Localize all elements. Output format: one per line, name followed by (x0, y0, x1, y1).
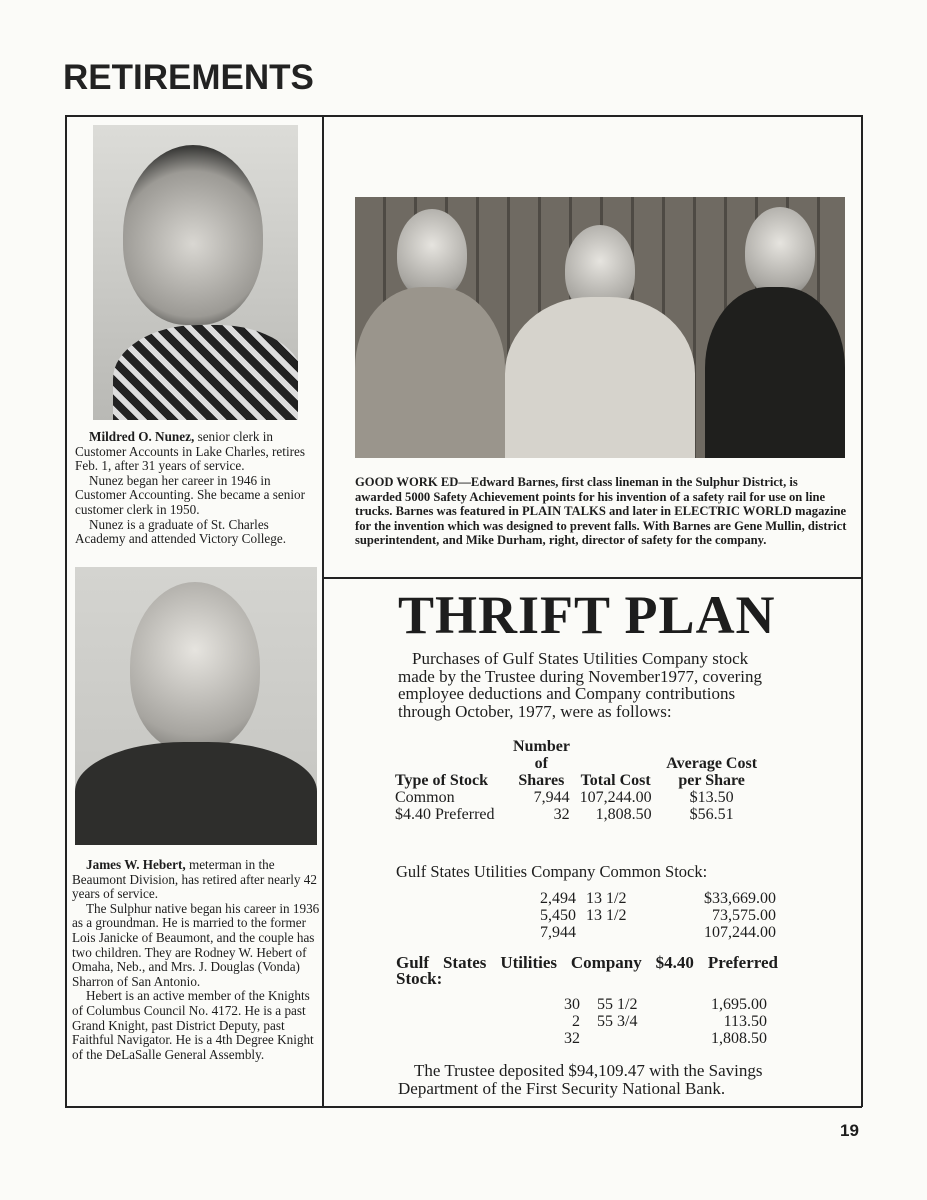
portrait-hebert (75, 567, 317, 845)
table-row (390, 806, 767, 823)
table-row (535, 924, 781, 941)
table-row (535, 1013, 772, 1030)
table-row (535, 996, 772, 1013)
common-heading: Gulf States Utilities Company Common Stock: (396, 862, 708, 881)
frame-right (861, 115, 863, 1107)
header-shares: Number of Shares (513, 738, 570, 789)
cell: $4.40 Preferred (395, 806, 495, 823)
caption-text: meterman in the Beaumont Division, has retired after nearly 42 years of service. (72, 857, 317, 902)
caption-nunez (75, 430, 320, 547)
table-row (535, 890, 781, 907)
cell: 107,244.00 (579, 789, 652, 806)
header-average: Average Cost per Share (666, 755, 758, 789)
header-total: Total Cost (580, 772, 651, 789)
portrait-nunez (93, 125, 298, 420)
caption-hebert (72, 858, 320, 1062)
cell: 7,944 (533, 789, 570, 806)
caption-feature: GOOD WORK ED—Edward Barnes, first class lineman in the Sulphur District, is awarded 5000 Safety Achievement points for his invention of a safety rail for use on line trucks. Barnes was featured in PLAIN TALKS and later in ELECTRIC WORLD magazine for the invention which was designed to prevent falls. With Barnes are Gene Mullin, district superintendent, and Mike Durham, right, director of safety for the company. (355, 475, 847, 547)
cell (581, 924, 661, 941)
cell: $13.50 (689, 789, 734, 806)
caption-text: Hebert is an active member of the Knights of Columbus Council No. 4172. He is a past Grand Knight, past District Deputy, past Faithful Navigator. He is a 4th Degree Knight of the DeLaSalle General Assembly. (72, 988, 314, 1062)
frame-top (65, 115, 862, 117)
cell: 32 (564, 1030, 580, 1047)
cell: 107,244.00 (704, 924, 776, 941)
cell: 1,808.50 (595, 806, 652, 823)
table-row (535, 1030, 772, 1047)
cell: $33,669.00 (704, 890, 776, 907)
cell: 13 1/2 (586, 890, 627, 907)
cell: 30 (564, 996, 580, 1013)
cell: 7,944 (540, 924, 576, 941)
thrift-closing: The Trustee deposited $94,109.47 with the Savings Department of the First Security National Bank. (398, 1061, 763, 1098)
cell: 2,494 (540, 890, 576, 907)
thrift-intro: Purchases of Gulf States Utilities Company stock made by the Trustee during November1977, covering employee deductions and Company contributions through October, 1977, were as follows: (398, 649, 763, 721)
cell (585, 1030, 672, 1047)
header-type: Type of Stock (395, 772, 489, 789)
cell: 55 3/4 (597, 1013, 638, 1030)
cell: 2 (572, 1013, 580, 1030)
cell: 113.50 (723, 1013, 767, 1030)
cell: $56.51 (689, 806, 734, 823)
cell: 55 1/2 (597, 996, 638, 1013)
photo-barnes-award (355, 197, 845, 458)
retiree-name: Mildred O. Nunez, (89, 429, 195, 444)
common-table (535, 890, 781, 941)
caption-text: The Sulphur native began his career in 1936 as a groundman. He is married to the former Lois Janicke of Beaumont, and the couple has two children. They are Rodney W. Hebert of Omaha, Neb., and Mrs. J. Douglas (Vonda) Sharron of San Antonio. (72, 900, 320, 989)
frame-left (65, 115, 67, 1107)
frame-bottom (65, 1106, 862, 1108)
preferred-heading: Gulf States Utilities Company $4.40 Preferred Stock: (396, 953, 778, 988)
section-divider (322, 577, 862, 579)
cell: 32 (553, 806, 570, 823)
cell: Common (395, 789, 455, 806)
table-row (535, 907, 781, 924)
retiree-name: James W. Hebert, (86, 857, 186, 872)
thrift-plan-title: THRIFT PLAN (398, 585, 776, 645)
caption-text: Nunez began her career in 1946 in Customer Accounting. She became a senior customer clerk in 1950. (75, 472, 305, 517)
table-header-row (390, 738, 767, 789)
column-divider (322, 115, 324, 1107)
table-row (390, 789, 767, 806)
preferred-table (535, 996, 772, 1047)
cell: 5,450 (540, 907, 576, 924)
cell: 13 1/2 (586, 907, 627, 924)
cell: 73,575.00 (712, 907, 776, 924)
page-title: RETIREMENTS (63, 58, 314, 97)
caption-text: senior clerk in Customer Accounts in Lake Charles, retires Feb. 1, after 31 years of service. (75, 429, 305, 474)
summary-table (390, 738, 767, 823)
page-number: 19 (840, 1121, 859, 1140)
caption-text: Nunez is a graduate of St. Charles Academy and attended Victory College. (75, 516, 286, 547)
cell: 1,695.00 (711, 996, 767, 1013)
cell: 1,808.50 (711, 1030, 767, 1047)
